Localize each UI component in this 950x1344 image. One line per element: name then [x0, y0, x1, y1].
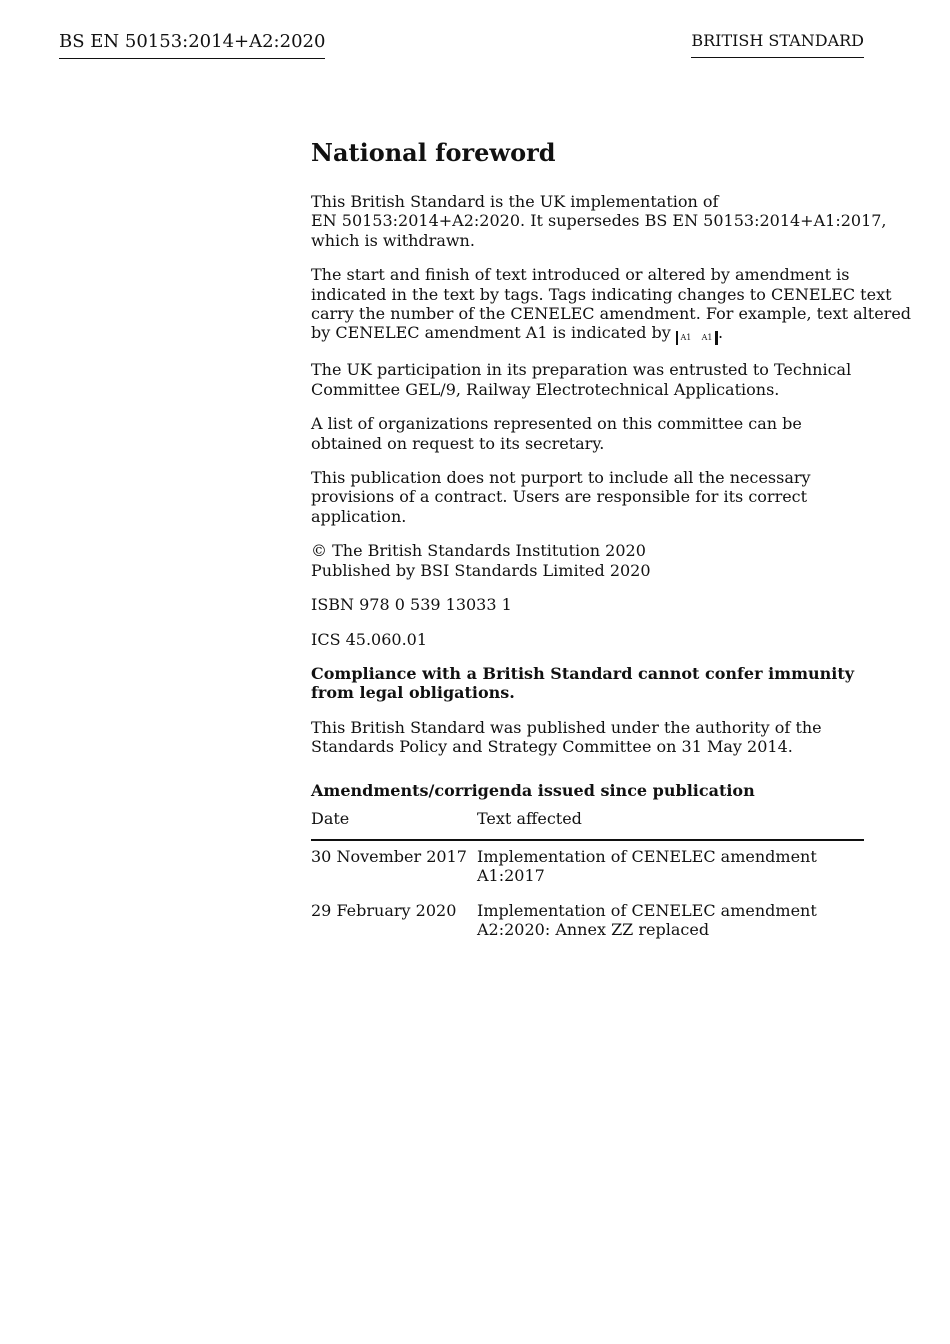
paragraph-organizations: A list of organizations represented on this committee can be obtained on request to its secretary.: [311, 414, 802, 453]
national-foreword: [311, 137, 912, 949]
table-row: [311, 840, 864, 895]
header-document-id: BS EN 50153:2014+A2:2020: [59, 30, 325, 59]
isbn: ISBN 978 0 539 13033 1: [311, 595, 512, 615]
paragraph-authority: This British Standard was published under the authority of the Standards Policy and Strategy Committee on 31 May 2014.: [311, 717, 822, 757]
compliance-statement: Compliance with a British Standard cannot confer immunity from legal obligations.: [311, 663, 855, 703]
page-title: National foreword: [311, 138, 556, 167]
amendment-tag-open-icon: A1: [676, 331, 694, 345]
amendment-tag-close-icon: A1: [699, 331, 718, 345]
p1-line3: which is withdrawn.: [311, 230, 475, 250]
amendment-date: 29 February 2020: [311, 900, 457, 920]
paragraph-copyright: [311, 541, 864, 580]
column-header-date: Date: [311, 809, 477, 840]
p2-line2: indicated in the text by tags. Tags indicating changes to CENELEC text: [311, 284, 892, 304]
paragraph-implementation: [311, 192, 887, 250]
ics: ICS 45.060.01: [311, 629, 428, 649]
p2-line3: carry the number of the CENELEC amendment. For example, text altered: [311, 304, 912, 324]
p1-line2: EN 50153:2014+A2:2020. It supersedes BS EN 50153:2014+A1:2017,: [311, 211, 887, 231]
p2-line4-text: by CENELEC amendment A1 is indicated by: [311, 323, 671, 343]
amendment-text: Implementation of CENELEC amendment A1:2017: [477, 846, 817, 886]
published-by: Published by BSI Standards Limited 2020: [311, 560, 651, 580]
table-header-row: [311, 809, 864, 840]
paragraph-amendment-tags: [311, 265, 912, 345]
column-header-text-affected: Text affected: [477, 809, 864, 840]
amendments-table: [311, 809, 864, 949]
amendment-text: Implementation of CENELEC amendment A2:2020: Annex ZZ replaced: [477, 900, 817, 940]
amendments-title: Amendments/corrigenda issued since publication: [311, 780, 755, 800]
amendment-date: 30 November 2017: [311, 846, 467, 866]
p2-line4: [311, 323, 723, 342]
table-row: [311, 895, 864, 949]
p2-line1: The start and finish of text introduced or altered by amendment is: [311, 265, 850, 285]
p2-end: .: [718, 323, 724, 343]
paragraph-provisions: This publication does not purport to include all the necessary provisions of a contract. Users are responsible for its correct application.: [311, 468, 811, 526]
p1-line1: This British Standard is the UK implementation of: [311, 192, 719, 211]
paragraph-committee: The UK participation in its preparation was entrusted to Technical Committee GEL/9, Railway Electrotechnical Applications.: [311, 360, 852, 399]
copyright: © The British Standards Institution 2020: [311, 541, 646, 561]
header-label: BRITISH STANDARD: [691, 30, 864, 58]
